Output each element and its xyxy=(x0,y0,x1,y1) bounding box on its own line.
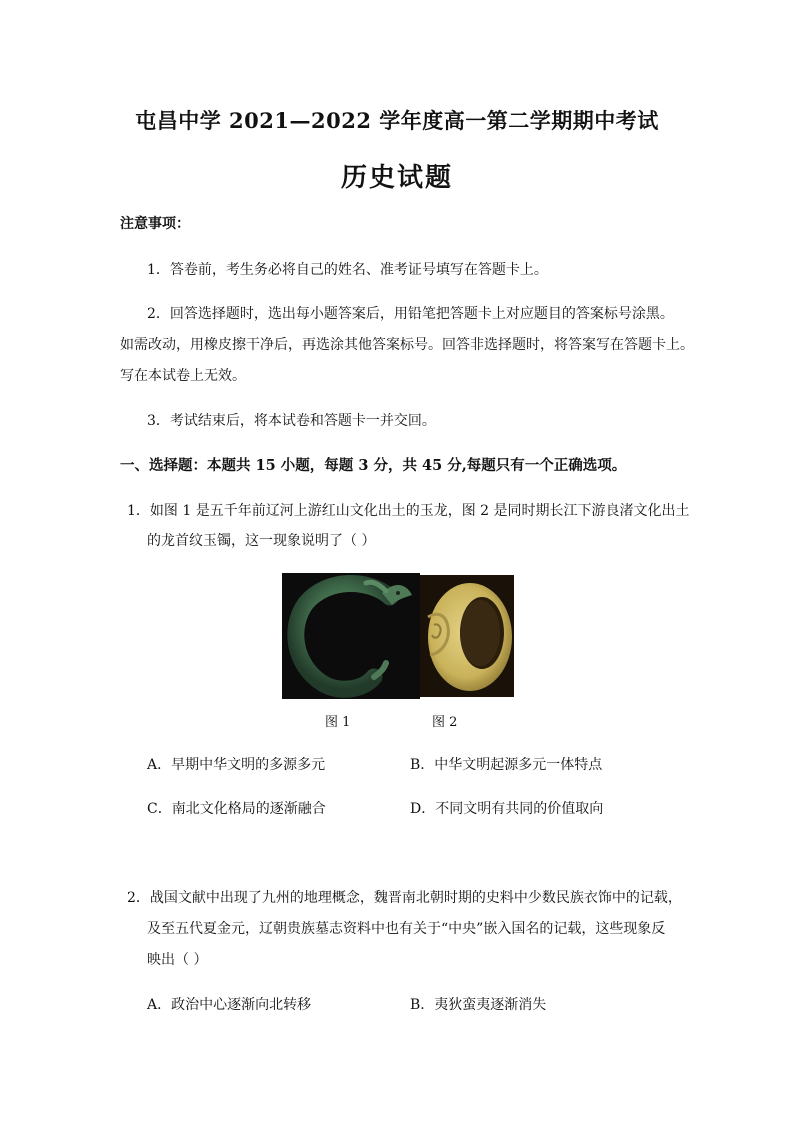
question-2-line-1: 2．战国文献中出现了九州的地理概念，魏晋南北朝时期的史料中少数民族衣饰中的记载， xyxy=(127,890,682,906)
notice-item-1: 1．答卷前，考生务必将自己的姓名、准考证号填写在答题卡上。 xyxy=(147,262,548,278)
question-1-option-d: D．不同文明有共同的价值取向 xyxy=(410,801,604,817)
exam-title: 屯昌中学 2021—2022 学年度高一第二学期期中考试 xyxy=(135,108,659,133)
figure-2-jade-bracelet-image xyxy=(420,575,514,697)
notice-item-2-line-2: 如需改动，用橡皮擦干净后，再选涂其他答案标号。回答非选择题时，将答案写在答题卡上。 xyxy=(120,337,694,353)
notice-item-2-line-3: 写在本试卷上无效。 xyxy=(120,368,246,384)
question-2-line-2: 及至五代夏金元，辽朝贵族墓志资料中也有关于“中央”嵌入国名的记载，这些现象反 xyxy=(147,921,666,937)
figure-2-caption: 图 2 xyxy=(432,715,458,730)
question-2-line-3: 映出（ ） xyxy=(147,952,208,968)
question-1-line-2: 的龙首纹玉镯，这一现象说明了（ ） xyxy=(147,533,376,549)
question-2-option-a: A．政治中心逐渐向北转移 xyxy=(147,997,312,1013)
question-1-line-1: 1．如图 1 是五千年前辽河上游红山文化出土的玉龙，图 2 是同时期长江下游良渚文化出土 xyxy=(127,503,690,519)
question-1-option-b: B．中华文明起源多元一体特点 xyxy=(410,757,603,773)
figure-1-jade-dragon-image xyxy=(282,573,420,699)
figure-1-caption: 图 1 xyxy=(325,715,351,730)
question-2-option-b: B．夷狄蛮夷逐渐消失 xyxy=(410,997,547,1013)
question-1-option-a: A．早期中华文明的多源多元 xyxy=(147,757,326,773)
exam-subtitle: 历史试题 xyxy=(340,163,453,193)
notice-item-2-line-1: 2．回答选择题时，选出每小题答案后，用铅笔把答题卡上对应题目的答案标号涂黑。 xyxy=(147,306,674,322)
notice-heading: 注意事项： xyxy=(120,216,190,232)
section-1-heading: 一、选择题：本题共 15 小题，每题 3 分，共 45 分,每题只有一个正确选项。 xyxy=(120,457,627,474)
question-1-option-c: C．南北文化格局的逐渐融合 xyxy=(147,801,326,817)
notice-item-3: 3．考试结束后，将本试卷和答题卡一并交回。 xyxy=(147,413,436,429)
